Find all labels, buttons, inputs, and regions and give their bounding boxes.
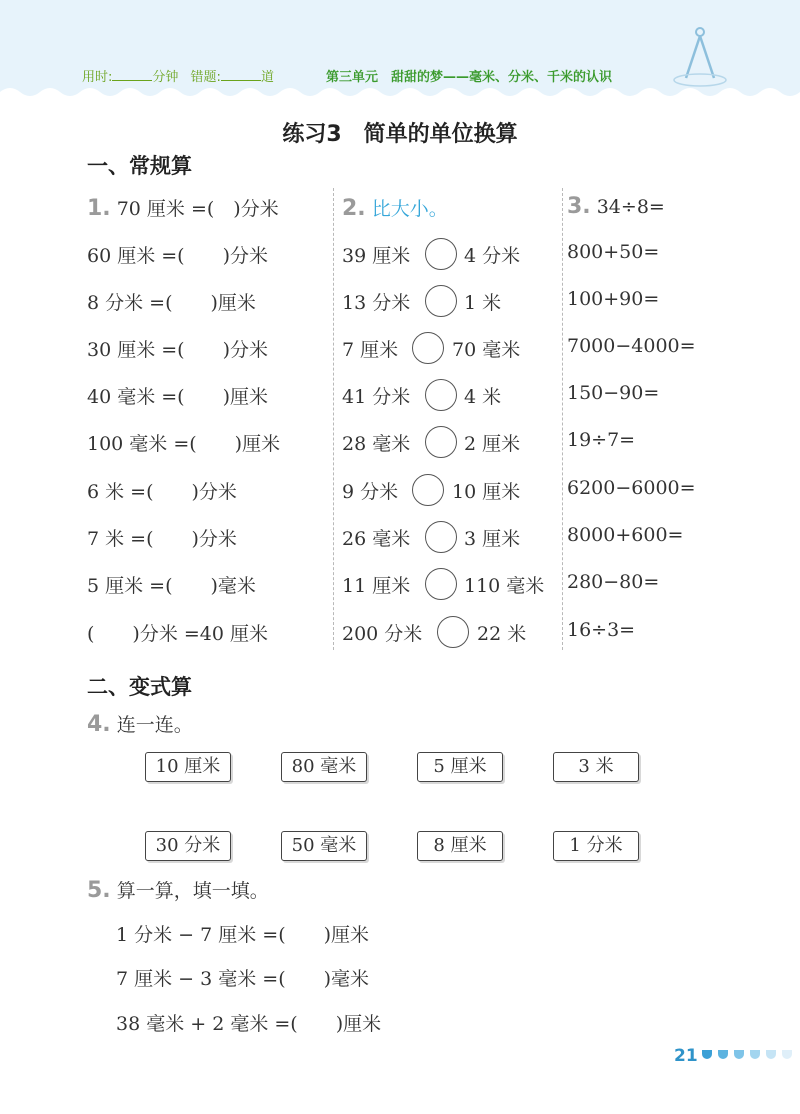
cup-icon-6 — [782, 1050, 792, 1059]
q1-item-4: 40 毫米 =( )厘米 — [87, 386, 269, 408]
q3-item-4: 150−90= — [567, 382, 660, 404]
q1-item-8: 5 厘米 =( )毫米 — [87, 575, 256, 597]
section2-title: 二、变式算 — [87, 675, 192, 699]
compare-circle-8[interactable] — [437, 616, 469, 648]
q1-item-5: 100 毫米 =( )厘米 — [87, 433, 281, 455]
q1-item-0-text: 70 厘米 =( )分米 — [116, 198, 279, 220]
q1-item-9: ( )分米 =40 厘米 — [87, 623, 269, 645]
q1-item-3: 30 厘米 =( )分米 — [87, 339, 269, 361]
q3-item-7: 8000+600= — [567, 524, 684, 546]
compare-circle-0[interactable] — [425, 238, 457, 270]
q1-item-0 — [87, 194, 279, 221]
cup-icon-2 — [718, 1050, 728, 1059]
page-title: 练习3 简单的单位换算 — [282, 122, 518, 147]
q5-header — [87, 876, 269, 903]
match-top-2[interactable]: 5 厘米 — [417, 752, 503, 782]
time-label: 用时: — [82, 70, 113, 85]
q1-number: 1. — [87, 196, 111, 221]
q5-item-2: 38 毫米 + 2 毫米 =( )厘米 — [116, 1013, 382, 1035]
q2-row-5-right: 10 厘米 — [452, 481, 521, 503]
q2-row-4-right: 2 厘米 — [464, 433, 521, 455]
q2-row-7-left: 11 厘米 — [342, 575, 411, 597]
q2-row-3-left: 41 分米 — [342, 386, 411, 408]
q2-row-0-right: 4 分米 — [464, 245, 521, 267]
q2-number: 2. — [342, 196, 366, 221]
compare-circle-6[interactable] — [425, 521, 457, 553]
header-timer — [82, 66, 274, 85]
q4-prompt: 连一连。 — [116, 714, 193, 736]
cup-icon-5 — [766, 1050, 776, 1059]
q2-row-6-right: 3 厘米 — [464, 528, 521, 550]
q4-number: 4. — [87, 712, 111, 737]
compare-circle-5[interactable] — [412, 474, 444, 506]
q2-row-3-right: 4 米 — [464, 386, 502, 408]
time-blank — [112, 70, 152, 81]
cup-icon-3 — [734, 1050, 744, 1059]
q2-prompt: 比大小。 — [371, 198, 448, 220]
match-bottom-1[interactable]: 50 毫米 — [281, 831, 367, 861]
q3-item-2: 100+90= — [567, 288, 660, 310]
compare-circle-2[interactable] — [412, 332, 444, 364]
compare-circle-1[interactable] — [425, 285, 457, 317]
q1-item-6: 6 米 =( )分米 — [87, 481, 237, 503]
q2-row-4-left: 28 毫米 — [342, 433, 411, 455]
q3-number: 3. — [567, 194, 591, 219]
q3-item-0 — [567, 194, 665, 219]
q2-row-5-left: 9 分米 — [342, 481, 399, 503]
q2-row-1-left: 13 分米 — [342, 292, 411, 314]
section1-title: 一、常规算 — [87, 154, 192, 178]
q3-item-6: 6200−6000= — [567, 477, 696, 499]
cup-icon-1 — [702, 1050, 712, 1059]
page-number: 21 — [674, 1046, 698, 1066]
cup-icon-4 — [750, 1050, 760, 1059]
errors-blank — [221, 70, 261, 81]
q2-row-8-left: 200 分米 — [342, 623, 423, 645]
match-bottom-0[interactable]: 30 分米 — [145, 831, 231, 861]
q5-item-0: 1 分米 − 7 厘米 =( )厘米 — [116, 924, 370, 946]
match-top-1[interactable]: 80 毫米 — [281, 752, 367, 782]
q3-item-1: 800+50= — [567, 241, 660, 263]
q3-item-9: 16÷3= — [567, 619, 636, 641]
q1-item-7: 7 米 =( )分米 — [87, 528, 237, 550]
match-bottom-3[interactable]: 1 分米 — [553, 831, 639, 861]
q1-item-2: 8 分米 =( )厘米 — [87, 292, 256, 314]
q3-item-5: 19÷7= — [567, 429, 636, 451]
time-unit: 分钟 — [152, 70, 179, 85]
q1-item-1: 60 厘米 =( )分米 — [87, 245, 269, 267]
match-top-0[interactable]: 10 厘米 — [145, 752, 231, 782]
q2-row-0-left: 39 厘米 — [342, 245, 411, 267]
compare-circle-7[interactable] — [425, 568, 457, 600]
q5-number: 5. — [87, 878, 111, 903]
q2-row-6-left: 26 毫米 — [342, 528, 411, 550]
q3-item-3: 7000−4000= — [567, 335, 696, 357]
q4-header — [87, 710, 193, 737]
match-bottom-2[interactable]: 8 厘米 — [417, 831, 503, 861]
compare-circle-4[interactable] — [425, 426, 457, 458]
errors-label: 错题: — [190, 70, 221, 85]
q2-row-2-right: 70 毫米 — [452, 339, 521, 361]
q5-item-1: 7 厘米 − 3 毫米 =( )毫米 — [116, 968, 370, 990]
q2-row-1-right: 1 米 — [464, 292, 502, 314]
q5-prompt: 算一算，填一填。 — [116, 880, 269, 902]
q2-row-8-right: 22 米 — [477, 623, 527, 645]
column-divider-1 — [333, 188, 334, 650]
q2-header — [342, 194, 448, 221]
q2-row-7-right: 110 毫米 — [464, 575, 545, 597]
column-divider-2 — [562, 188, 563, 650]
compare-circle-3[interactable] — [425, 379, 457, 411]
q3-item-0-text: 34÷8= — [596, 196, 665, 218]
compass-icon — [672, 22, 728, 88]
errors-unit: 道 — [260, 70, 274, 85]
q3-item-8: 280−80= — [567, 571, 660, 593]
q2-row-2-left: 7 厘米 — [342, 339, 399, 361]
unit-title: 第三单元 甜甜的梦——毫米、分米、千米的认识 — [326, 70, 613, 85]
match-top-3[interactable]: 3 米 — [553, 752, 639, 782]
